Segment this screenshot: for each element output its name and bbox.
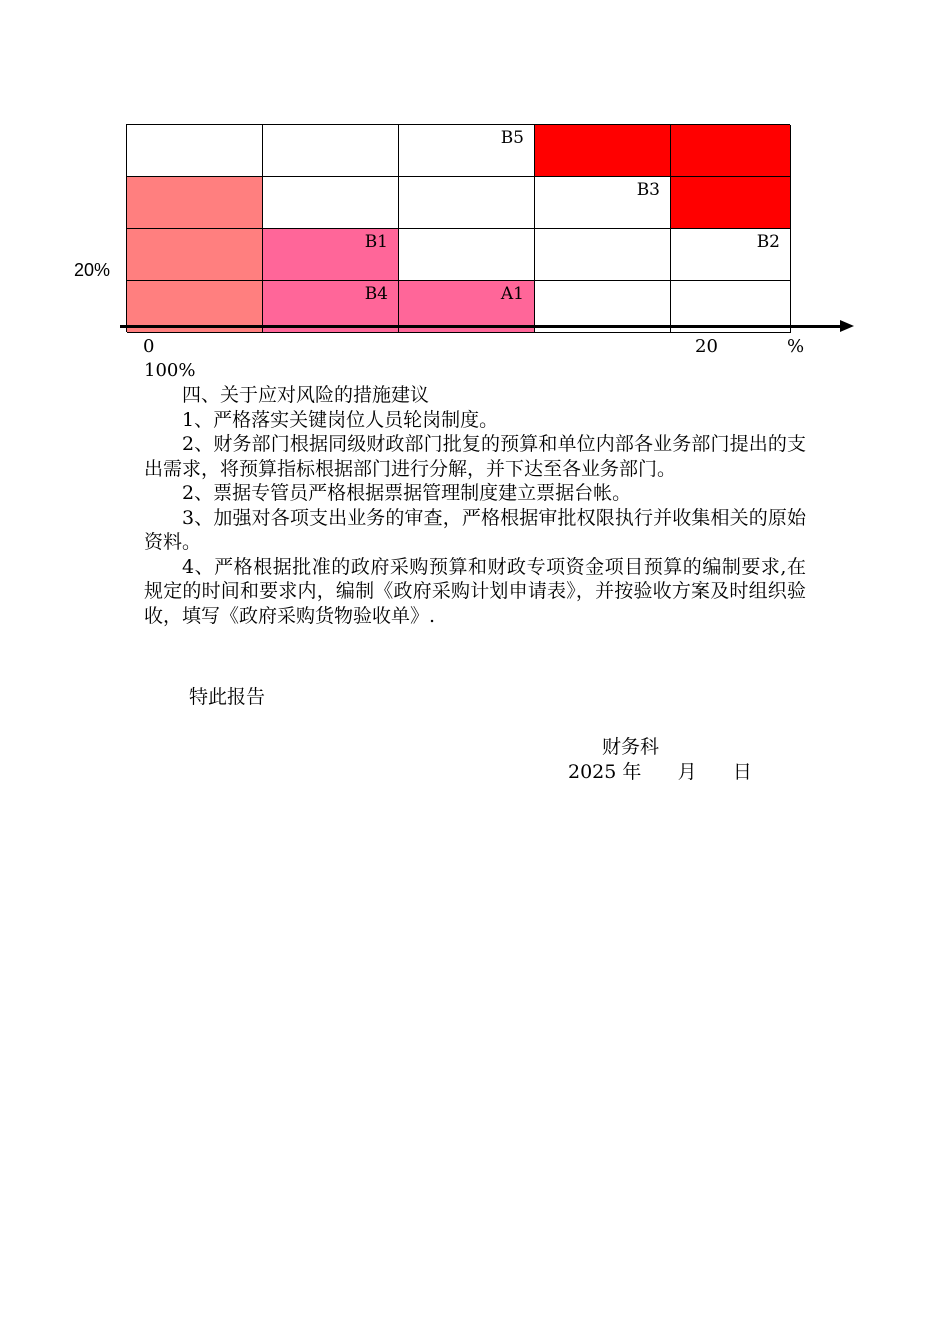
signature-department: 财务科 — [602, 736, 660, 758]
matrix-cell-r1c3 — [399, 125, 535, 177]
cell-label: B1 — [364, 232, 388, 252]
matrix-cell-r2c4 — [535, 177, 671, 229]
matrix-cell-r3c2 — [263, 229, 399, 281]
section-heading: 四、关于应对风险的措施建议 — [182, 384, 430, 406]
matrix-cell-r2c2 — [263, 177, 399, 229]
matrix-cell-r1c2 — [263, 125, 399, 177]
matrix-cell-r3c1 — [127, 229, 263, 281]
matrix-cell-r1c4 — [535, 125, 671, 177]
signature-date: 2025 年 月 日 — [568, 761, 752, 783]
matrix-cell-r2c1 — [127, 177, 263, 229]
y-axis-label: 20% — [74, 260, 111, 280]
matrix-cell-r1c1 — [127, 125, 263, 177]
measure-paragraph: 3、加强对各项支出业务的审查，严格根据审批权限执行并收集相关的原始资料。 — [144, 506, 806, 553]
x-axis-start-label: 0 — [143, 336, 155, 357]
closing-remark: 特此报告 — [189, 686, 266, 708]
cell-label: B4 — [364, 284, 388, 304]
x-axis-unit-label: % — [787, 336, 805, 357]
risk-matrix — [126, 124, 790, 332]
matrix-cell-r3c3 — [399, 229, 535, 281]
measure-paragraph: 4、严格根据批准的政府采购预算和财政专项资金项目预算的编制要求,在规定的时间和要求内，编制《政府采购计划申请表》，并按验收方案及时组织验收，填写《政府采购货物验收单》. — [144, 555, 806, 627]
matrix-cell-r3c4 — [535, 229, 671, 281]
measure-paragraph: 1、严格落实关键岗位人员轮岗制度。 — [182, 408, 499, 431]
x-axis-mid-label: 20 — [695, 336, 718, 357]
matrix-cell-r1c5 — [671, 125, 791, 177]
cell-label: B5 — [500, 128, 524, 148]
cell-label: B2 — [756, 232, 780, 252]
matrix-cell-r3c5 — [671, 229, 791, 281]
matrix-cell-r2c5 — [671, 177, 791, 229]
matrix-cell-r2c3 — [399, 177, 535, 229]
measure-paragraph: 2、票据专管员严格根据票据管理制度建立票据台帐。 — [182, 482, 632, 504]
x-axis-end-label: 100% — [144, 360, 196, 381]
x-axis-line — [120, 325, 842, 328]
x-axis-arrow-icon — [840, 320, 854, 332]
measure-paragraph: 2、财务部门根据同级财政部门批复的预算和单位内部各业务部门提出的支出需求，将预算指标根据部门进行分解，并下达至各业务部门。 — [144, 433, 806, 480]
cell-label: B3 — [636, 180, 660, 200]
measures-section — [144, 383, 806, 628]
cell-label: A1 — [500, 284, 524, 304]
